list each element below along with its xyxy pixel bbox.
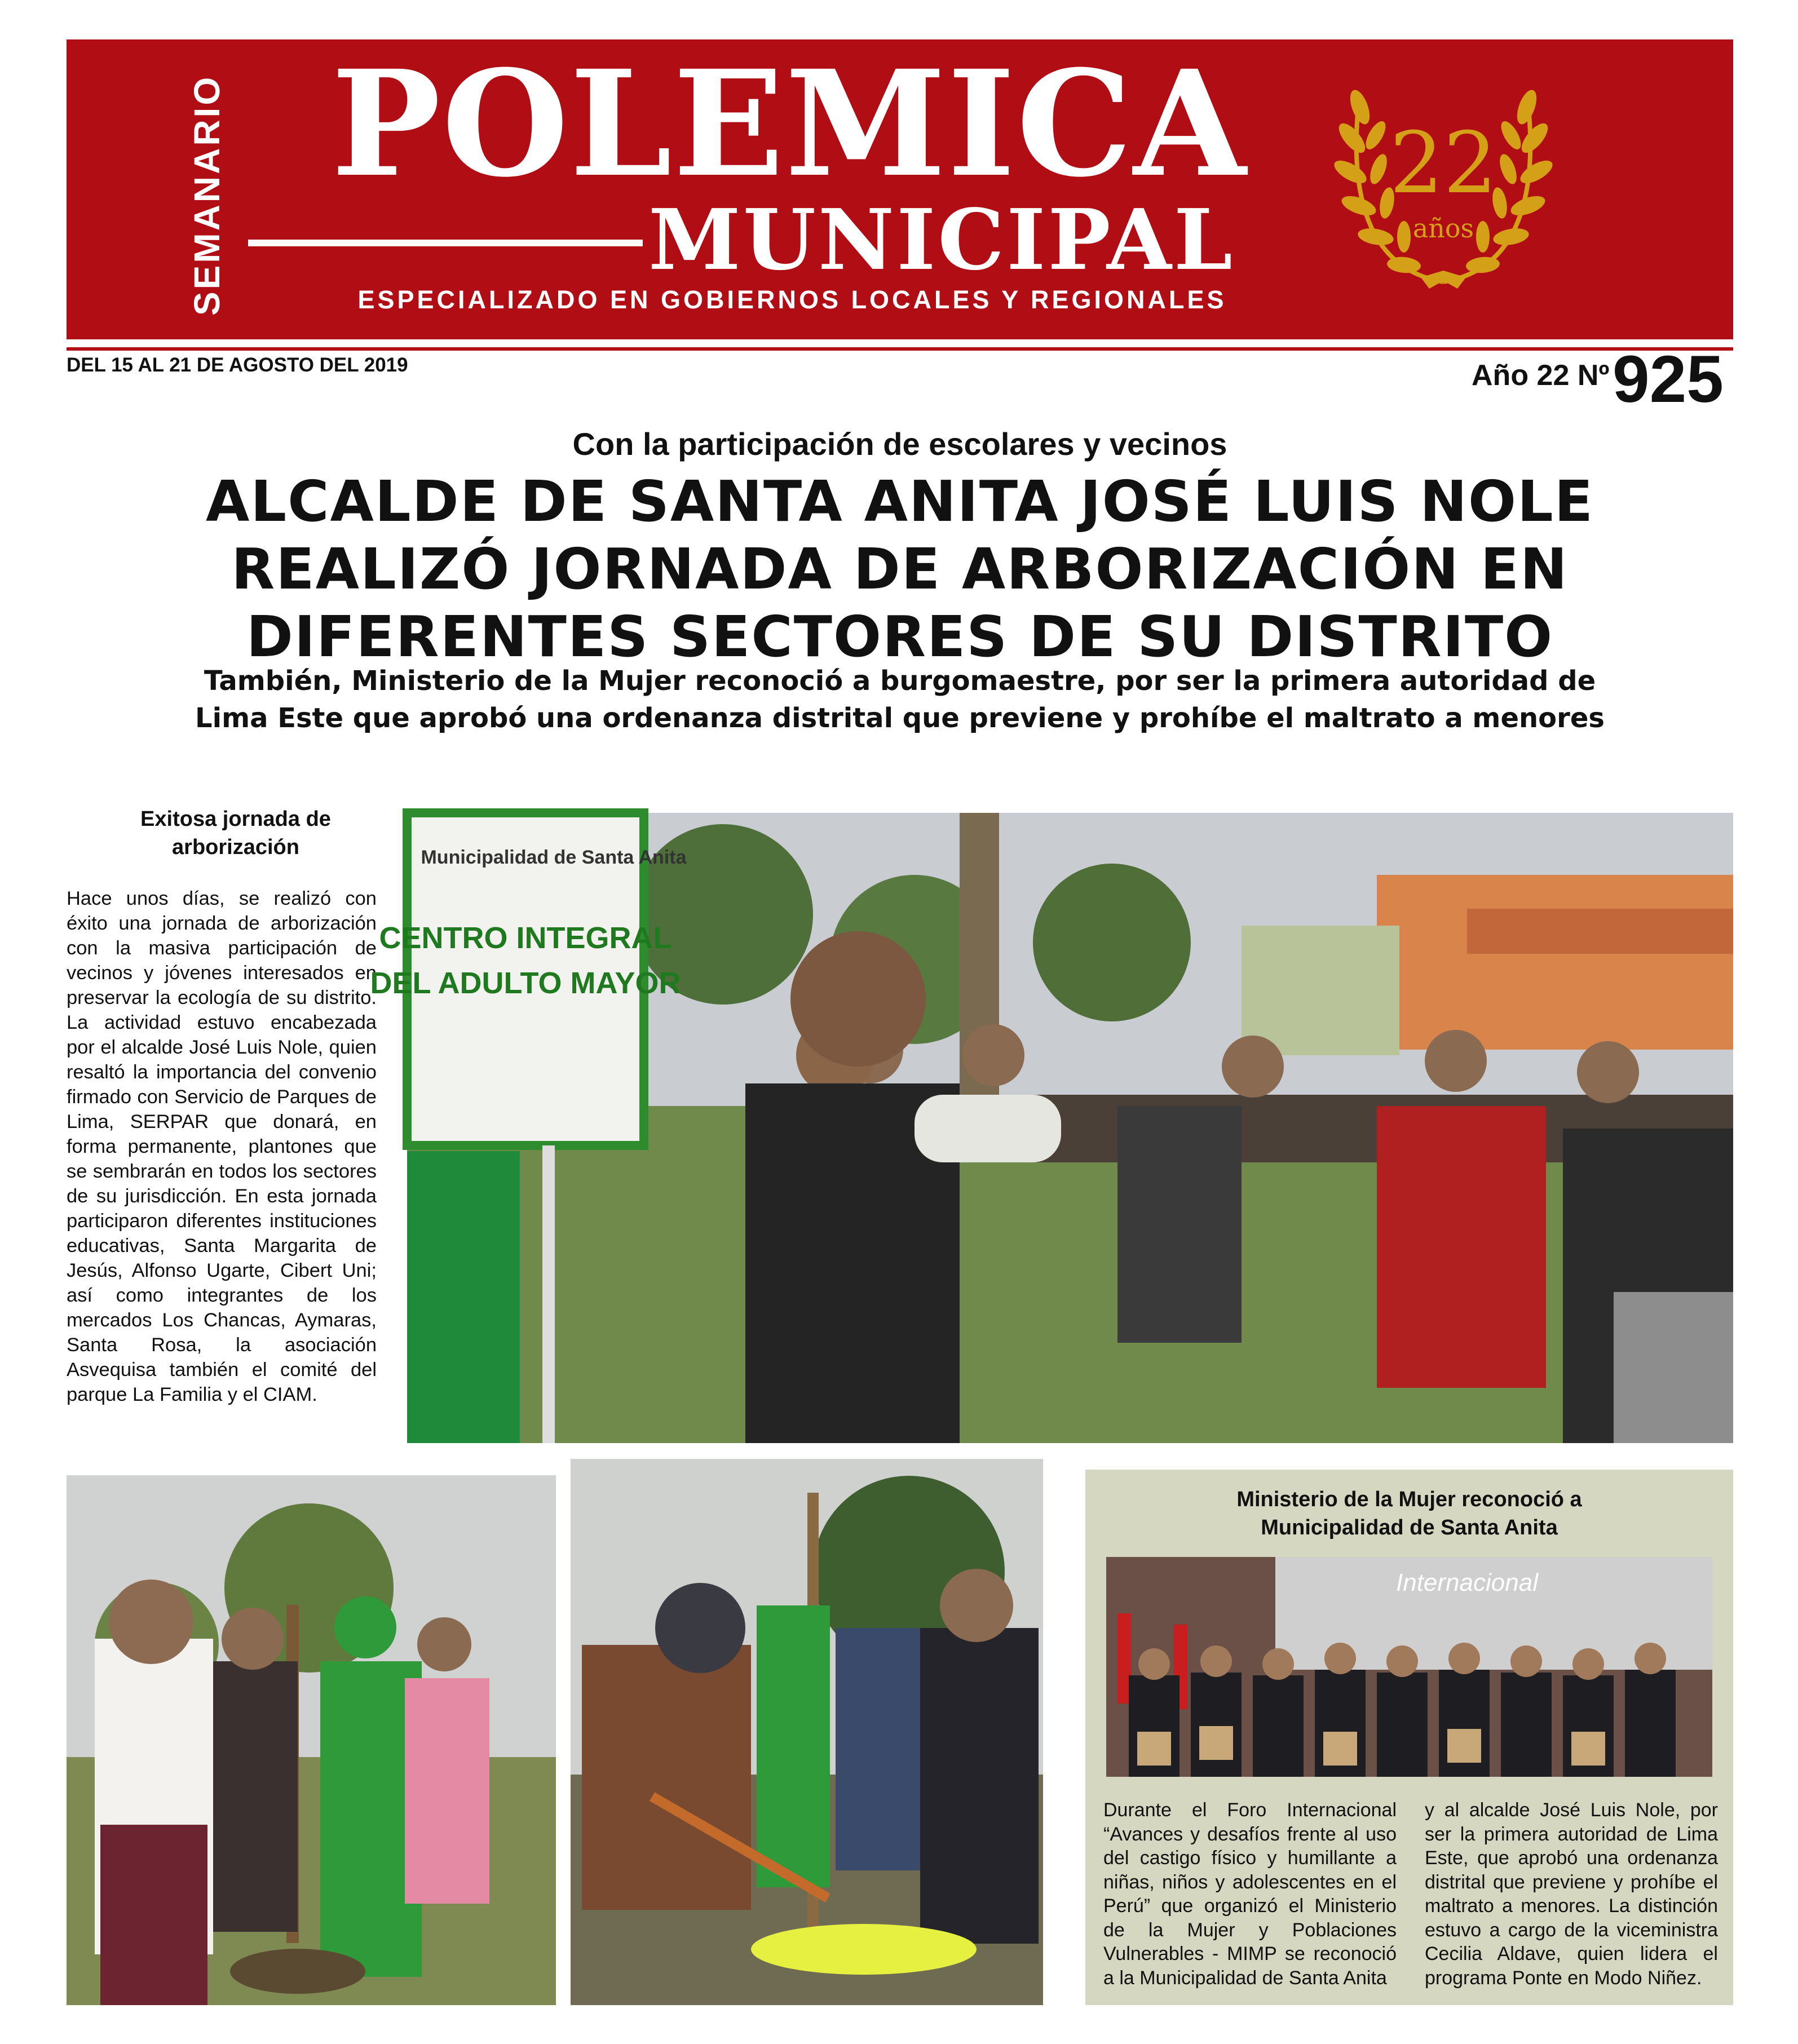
sidebar-title-line: arborización <box>172 835 299 859</box>
headline-line: ALCALDE DE SANTA ANITA JOSÉ LUIS NOLE <box>205 468 1594 534</box>
award-body-column-1: Durante el Foro Internacional “Avances y desafíos frente al uso del castigo físico y humillante a niñas, niños y adolescentes en el Perú” que organizó el Ministerio de la Mujer y Poblaciones Vulnerables - MIMP se reconoció a la Municipalidad de Santa Anita <box>1103 1799 1397 1989</box>
sign-line-2: DEL ADULTO MAYOR <box>370 966 681 1000</box>
award-title-line: Municipalidad de Santa Anita <box>1261 1516 1558 1539</box>
sign-line-1: CENTRO INTEGRAL <box>379 921 672 955</box>
masthead-rule <box>248 240 643 246</box>
masthead-semanario-label: SEMANARIO <box>187 74 227 316</box>
award-box-title <box>1097 1485 1722 1542</box>
main-photo-mayor-megaphone <box>370 813 1733 1443</box>
award-photo-banner-text: Internacional <box>1396 1569 1538 1596</box>
anniversary-word: años <box>1412 213 1474 244</box>
sidebar-title-line: Exitosa jornada de <box>140 807 331 831</box>
headline-line: DIFERENTES SECTORES DE SU DISTRITO <box>246 604 1554 670</box>
sign-header: Municipalidad de Santa Anita <box>421 847 687 868</box>
award-title-line: Ministerio de la Mujer reconoció a <box>1236 1488 1582 1511</box>
issue-year-label: Año 22 Nº <box>1472 359 1610 392</box>
sidebar-article-title <box>67 805 405 861</box>
lead-kicker: Con la participación de escolares y vecinos <box>572 426 1227 462</box>
headline-line: REALIZÓ JORNADA DE ARBORIZACIÓN EN <box>231 536 1569 602</box>
award-body-column-2: y al alcalde José Luis Nole, por ser la primera autoridad de Lima Este, que aprobó una ordenanza distrital que previene y prohíbe el maltrato a menores. La distinción estuvo a cargo de la viceministra Cecilia Aldave, quien lidera el programa Ponte en Modo Niñez. <box>1425 1799 1718 1989</box>
photo-award-ceremony <box>1106 1557 1712 1777</box>
anniversary-number: 22 <box>1389 114 1497 213</box>
subhead-line: Lima Este que aprobó una ordenanza distrital que previene y prohíbe el maltrato a menores <box>195 702 1605 734</box>
sidebar-article-body: Hace unos días, se realizó con éxito una jornada de arborización con la masiva participación de vecinos y jóvenes interesados en preservar la ecología de su distrito. La actividad estuvo encabezada por el alcalde José Luis Nole, quien resaltó la importancia del convenio firmado con Servicio de Parques de Lima, SERPAR que donará, en forma permanente, plantones que se sembrarán en todos los sectores de su jurisdicción. En esta jornada participaron diferentes instituciones educativas, Santa Margarita de Jesús, Alfonso Ugarte, Cibert Uni; así como integrantes de los mercados Los Chancas, Aymaras, Santa Rosa, la asociación Asvequisa también el comité del parque La Familia y el CIAM. <box>67 888 377 1405</box>
photo-tree-planting-elderly <box>67 1475 556 2005</box>
photo-tree-planting-shovel <box>571 1459 1043 2005</box>
lead-subhead <box>67 662 1733 737</box>
masthead-title-municipal: MUNICIPAL <box>648 191 1235 289</box>
lead-headline <box>67 468 1733 671</box>
issue-date: DEL 15 AL 21 DE AGOSTO DEL 2019 <box>67 354 408 376</box>
issue-number: 925 <box>1613 342 1724 417</box>
subhead-line: También, Ministerio de la Mujer reconoció a burgomaestre, por ser la primera autoridad de <box>204 665 1596 697</box>
masthead-title-polemica: POLEMICA <box>331 38 1248 209</box>
date-rule <box>67 347 1733 351</box>
masthead-tagline: ESPECIALIZADO EN GOBIERNOS LOCALES Y REGIONALES <box>357 285 1227 314</box>
